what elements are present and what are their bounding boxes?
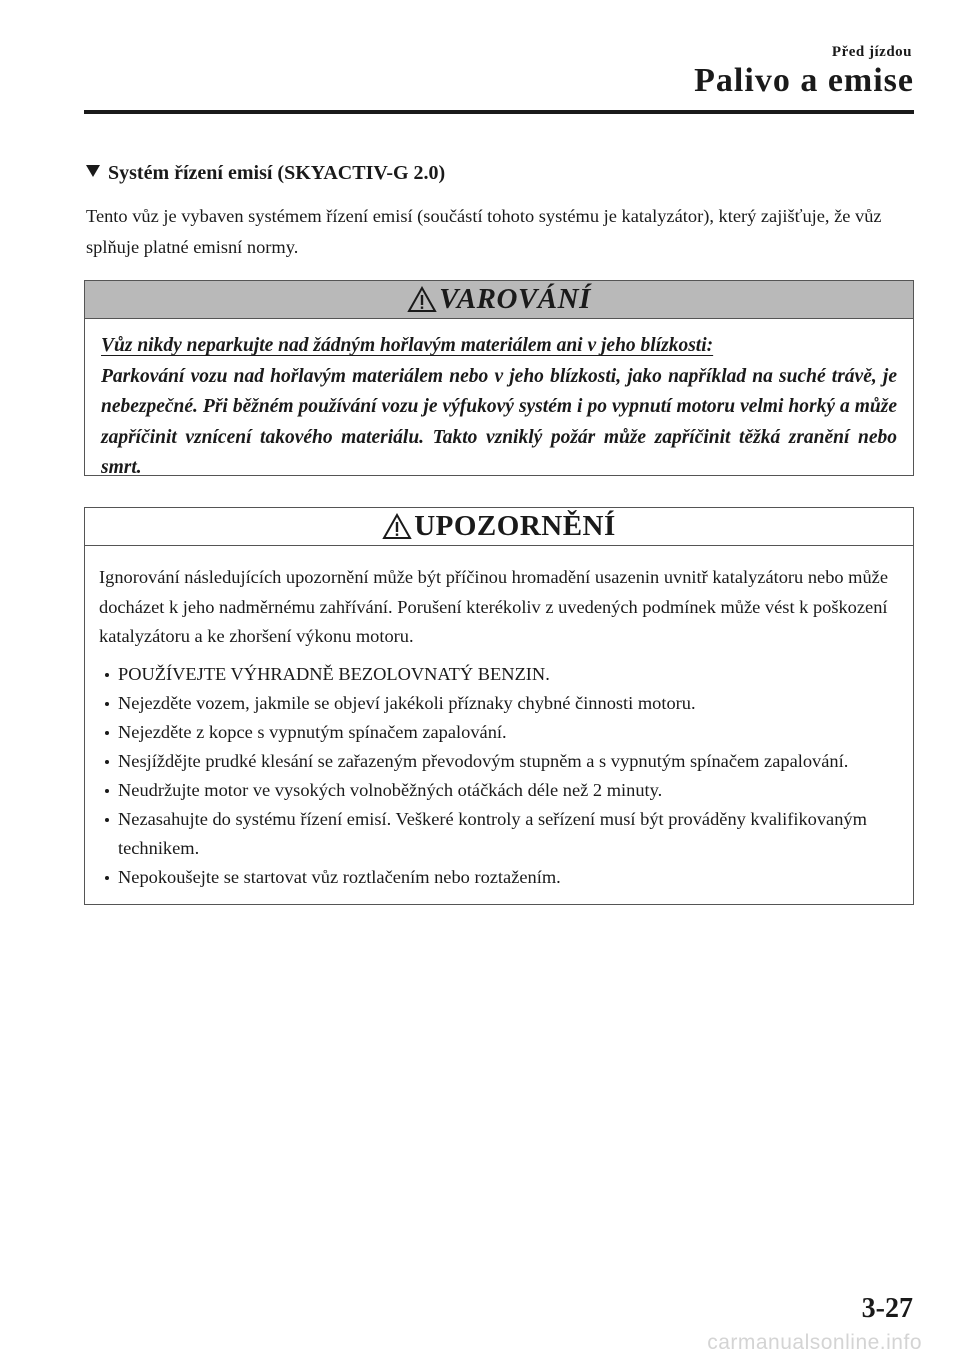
header-kicker: Před jízdou (831, 44, 912, 60)
triangle-down-icon (86, 165, 100, 177)
header-rule (84, 110, 914, 114)
watermark: carmanualsonline.info (707, 1331, 922, 1354)
list-item (99, 660, 899, 689)
section-heading (86, 162, 445, 185)
warning-label: VAROVÁNÍ (439, 283, 591, 315)
bullet-icon (105, 702, 109, 706)
list-item-text: Nejezděte vozem, jakmile se objeví jakékoli příznaky chybné činnosti motoru. (118, 692, 696, 713)
section-heading-text: Systém řízení emisí (SKYACTIV-G 2.0) (108, 162, 446, 184)
list-item-text: Nejezděte z kopce s vypnutým spínačem zapalování. (118, 721, 507, 742)
warning-header (85, 281, 913, 319)
page-number: 3-27 (861, 1293, 913, 1324)
list-item (99, 863, 899, 892)
intro-paragraph: Tento vůz je vybaven systémem řízení emisí (součástí tohoto systému je katalyzátor), který zajišťuje, že vůz splňuje platné emisní normy. (86, 206, 882, 257)
bullet-icon (105, 818, 109, 822)
warning-lead: Vůz nikdy neparkujte nad žádným hořlavým materiálem ani v jeho blízkosti: (101, 335, 714, 356)
bullet-icon (105, 673, 109, 677)
page-title: Palivo a emise (694, 62, 914, 99)
warning-triangle-icon (382, 513, 412, 540)
caution-list (99, 660, 899, 892)
list-item-text: Nepokoušejte se startovat vůz roztlačením nebo roztažením. (118, 866, 561, 887)
list-item-text: Neudržujte motor ve vysokých volnoběžných otáčkách déle než 2 minuty. (118, 779, 663, 800)
caution-header (85, 508, 913, 546)
list-item (99, 689, 899, 718)
bullet-icon (105, 876, 109, 880)
list-item-text: POUŽÍVEJTE VÝHRADNĚ BEZOLOVNATÝ BENZIN. (118, 663, 550, 684)
bullet-icon (105, 731, 109, 735)
warning-box (84, 280, 914, 476)
list-item-text: Nezasahujte do systému řízení emisí. Veškeré kontroly a seřízení musí být prováděny kvalifikovaným technikem. (118, 808, 867, 858)
caution-body (85, 546, 913, 892)
caution-label: UPOZORNĚNÍ (414, 510, 616, 542)
list-item (99, 718, 899, 747)
caution-box (84, 507, 914, 905)
warning-body (85, 319, 913, 484)
list-item-text: Nesjíždějte prudké klesání se zařazeným převodovým stupněm a s vypnutým spínačem zapalování. (118, 750, 849, 771)
caution-intro: Ignorování následujících upozornění může být příčinou hromadění usazenin uvnitř katalyzátoru nebo může docházet k jeho nadměrnému zahřívání. Porušení kterékoliv z uvedených podmínek může vést k poškození katalyzátoru a ke zhoršení výkonu motoru. (99, 567, 889, 646)
warning-triangle-icon (407, 286, 437, 313)
warning-text: Parkování vozu nad hořlavým materiálem nebo v jeho blízkosti, jako například na suché trávě, je nebezpečné. Při běžném používání vozu je výfukový systém i po vypnutí motoru velmi horký a může zapříčinit vznícení takového materiálu. Takto vzniklý požár může zapříčinit těžká zranění nebo smrt. (101, 365, 897, 478)
bullet-icon (105, 760, 109, 764)
bullet-icon (105, 789, 109, 793)
list-item (99, 747, 899, 776)
list-item (99, 805, 899, 863)
list-item (99, 776, 899, 805)
